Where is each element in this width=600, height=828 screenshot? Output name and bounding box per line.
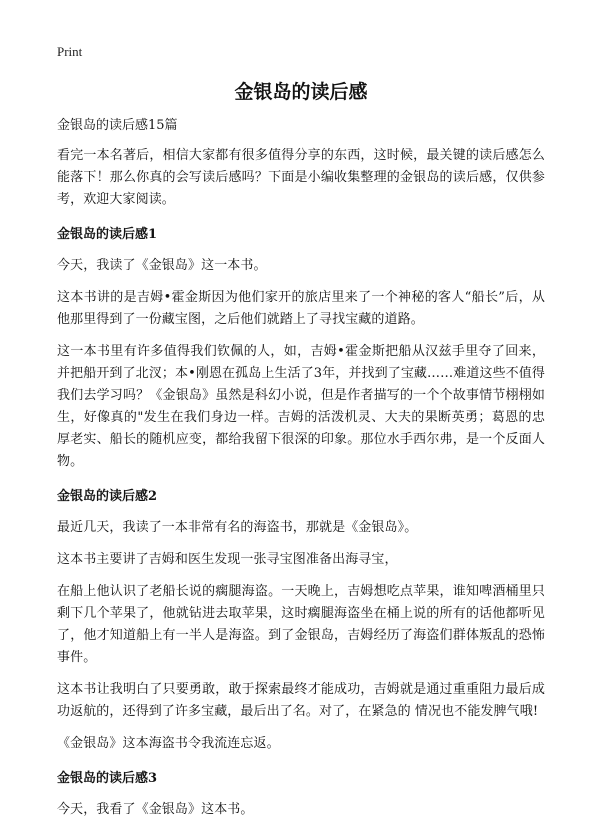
document-page <box>57 44 545 821</box>
section-paragraph: 最近几天，我读了一本非常有名的海盗书，那就是《金银岛》。 <box>57 520 418 535</box>
section-paragraph: 今天，我读了《金银岛》这一本书。 <box>57 258 267 273</box>
section-paragraph: 这本书讲的是吉姆•霍金斯因为他们家开的旅店里来了一个神秘的客人“船长”后，从他那里得到了一份藏宝图，之后他们就踏上了寻找宝藏的道路。 <box>57 290 545 327</box>
section-2 <box>57 487 545 755</box>
section-paragraph: 在船上他认识了老船长说的瘸腿海盗。一天晚上，吉姆想吃点苹果，谁知啤酒桶里只剩下几个苹果了，他就钻进去取苹果，这时瘸腿海盗坐在桶上说的所有的话他都听见了，他才知道船上有一半人是海盗。到了金银岛，吉姆经历了海盗们群体叛乱的恐怖事件。 <box>57 584 545 665</box>
section-1 <box>57 225 545 473</box>
intro-paragraph: 看完一本名著后，相信大家都有很多值得分享的东西，这时候，最关键的读后感怎么能落下！那么你真的会写读后感吗？下面是小编收集整理的金银岛的读后感，仅供参考，欢迎大家阅读。 <box>57 148 545 207</box>
section-paragraph: 这一本书里有许多值得我们钦佩的人，如，吉姆•霍金斯把船从汉兹手里夺了回来，并把船开到了北汊；本•刚恩在孤岛上生活了3年，并找到了宝藏……难道这些不值得我们去学习吗？《金银岛》虽然是科幻小说，但是作者描写的一个个故事情节栩栩如生，好像真的"发生在我们身边一样。吉姆的活泼机灵、大夫的果断英勇；葛恩的忠厚老实、船长的随机应变，都给我留下很深的印象。那位水手西尔弗，是一个反面人物。 <box>57 344 545 469</box>
section-paragraph: 这本书让我明白了只要勇敢，敢于探索最终才能成功，吉姆就是通过重重阻力最后成功返航的，还得到了许多宝藏，最后出了名。对了，在紧急的 情况也不能发脾气哦! <box>57 682 545 719</box>
print-link[interactable]: Print <box>57 44 83 59</box>
article-subtitle: 金银岛的读后感15篇 <box>57 118 178 133</box>
section-paragraph: 这本书主要讲了吉姆和医生发现一张寻宝图准备出海寻宝， <box>57 552 398 567</box>
section-heading: 金银岛的读后感3 <box>57 771 158 786</box>
section-paragraph: 《金银岛》这本海盗书令我流连忘返。 <box>57 736 280 751</box>
page-title: 金银岛的读后感 <box>234 81 368 103</box>
section-heading: 金银岛的读后感2 <box>57 489 158 504</box>
section-heading: 金银岛的读后感1 <box>57 227 158 242</box>
section-3 <box>57 769 545 821</box>
section-paragraph: 今天，我看了《金银岛》这本书。 <box>57 802 254 817</box>
